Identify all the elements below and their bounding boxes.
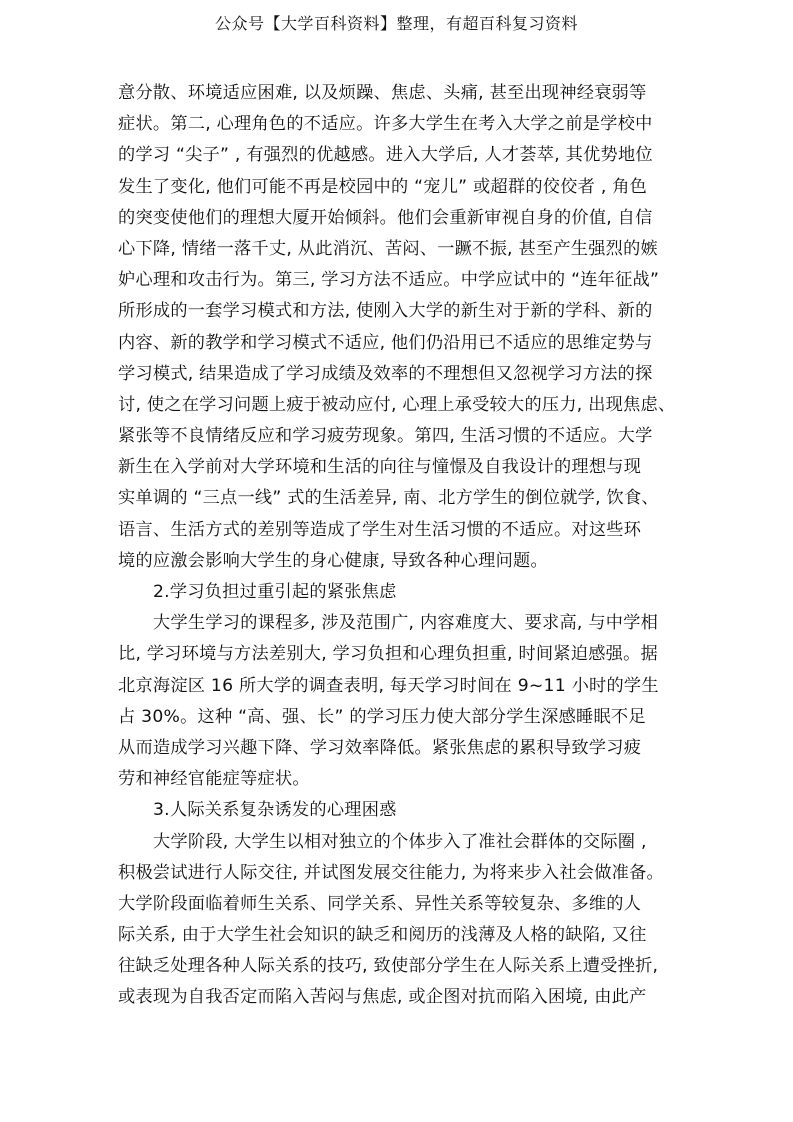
text-line: 大学生学习的课程多, 涉及范围广, 内容难度大、要求高, 与中学相: [153, 613, 659, 634]
text-line: 大学阶段, 大学生以相对独立的个体步入了准社会群体的交际圈 ,: [153, 831, 647, 852]
text-line: 紧张等不良情绪反应和学习疲劳现象。第四, 生活习惯的不适应。大学: [118, 426, 653, 447]
text-line: 或表现为自我否定而陷入苦闷与焦虑, 或企图对抗而陷入困境, 由此产: [118, 987, 647, 1008]
text-line: 实单调的 “三点一线” 式的生活差异, 南、北方学生的倒位就学, 饮食、: [118, 488, 659, 509]
text-line: 积极尝试进行人际交往, 并试图发展交往能力, 为将来步入社会做准备。: [118, 862, 664, 883]
text-line: 心下降, 情绪一落千丈, 从此消沉、苦闷、一蹶不振, 甚至产生强烈的嫉: [118, 238, 658, 259]
text-line: 的突变使他们的理想大厦开始倾斜。他们会重新审视自身的价值, 自信: [118, 207, 653, 228]
text-line: 学习模式, 结果造成了学习成绩及效率的不理想但又忽视学习方法的探: [118, 363, 653, 384]
document-body: [118, 78, 678, 1014]
text-line: 讨, 使之在学习问题上疲于被动应付, 心理上承受较大的压力, 出现焦虑、: [118, 394, 676, 415]
text-line: 劳和神经官能症等症状。: [118, 769, 310, 790]
text-line: 意分散、环境适应困难, 以及烦躁、焦虑、头痛, 甚至出现神经衰弱等: [118, 83, 647, 103]
text-line: 的学习 “尖子” , 有强烈的优越感。进入大学后, 人才荟萃, 其优势地位: [118, 145, 653, 166]
text-line: 发生了变化, 他们可能不再是校园中的 “宠儿” 或超群的佼佼者 , 角色: [118, 176, 648, 197]
section-heading: 2.学习负担过重引起的紧张焦虑: [153, 582, 397, 602]
text-line: 症状。第二, 心理角色的不适应。许多大学生在考入大学之前是学校中: [118, 114, 653, 135]
text-line: 大学阶段面临着师生关系、同学关系、异性关系等较复杂、多维的人: [118, 893, 642, 914]
text-line: 往缺乏处理各种人际关系的技巧, 致使部分学生在人际关系上遭受挫折,: [118, 956, 659, 977]
text-line: 从而造成学习兴趣下降、学习效率降低。紧张焦虑的累积导致学习疲: [118, 737, 642, 758]
text-line: 北京海淀区 16 所大学的调查表明, 每天学习时间在 9~11 小时的学生: [118, 675, 659, 696]
text-line: 新生在入学前对大学环境和生活的向往与憧憬及自我设计的理想与现: [118, 457, 642, 478]
text-line: 内容、新的教学和学习模式不适应, 他们仍沿用已不适应的思维定势与: [118, 332, 653, 353]
text-line: 妒心理和攻击行为。第三, 学习方法不适应。中学应试中的 “连年征战”: [118, 270, 660, 291]
text-line: 比, 学习环境与方法差别大, 学习负担和心理负担重, 时间紧迫感强。据: [118, 644, 658, 665]
text-line: 所形成的一套学习模式和方法, 使刚入大学的新生对于新的学科、新的: [118, 301, 653, 322]
section-heading: 3.人际关系复杂诱发的心理困惑: [153, 800, 397, 821]
text-line: 语言、生活方式的差别等造成了学生对生活习惯的不适应。对这些环: [118, 519, 642, 540]
text-line: 境的应激会影响大学生的身心健康, 导致各种心理问题。: [118, 550, 548, 571]
page-header: 公众号【大学百科资料】整理，有超百科复习资料: [214, 14, 578, 33]
text-line: 际关系, 由于大学生社会知识的缺乏和阅历的浅薄及人格的缺陷, 又往: [118, 925, 647, 946]
text-line: 占 30%。这种 “高、强、长” 的学习压力使大部分学生深感睡眠不足: [118, 706, 646, 727]
